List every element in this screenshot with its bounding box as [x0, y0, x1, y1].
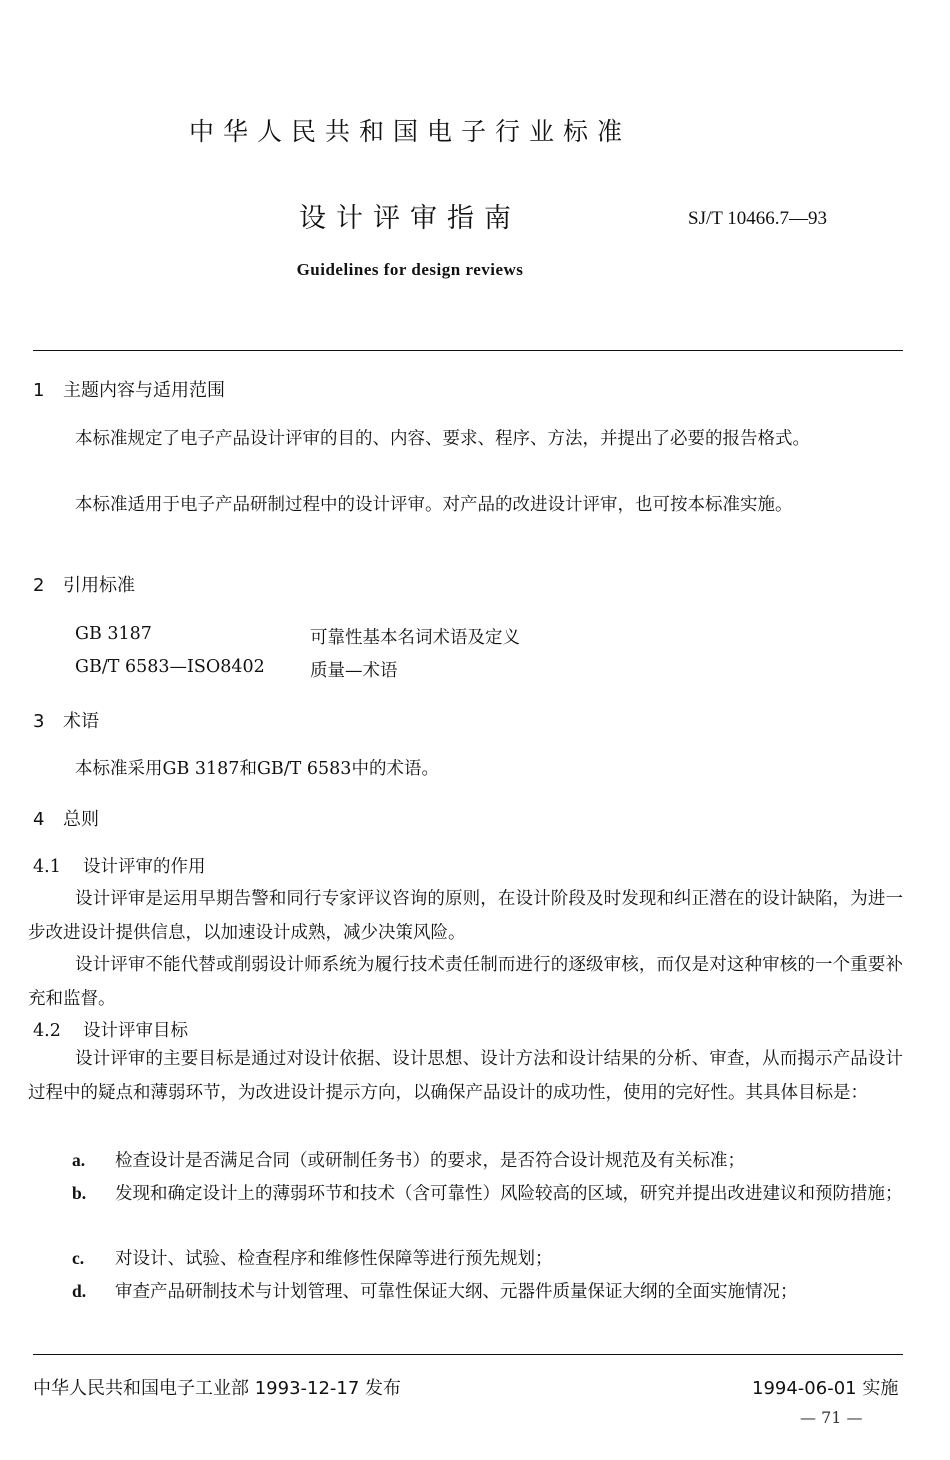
page-number: — 71 — — [800, 1408, 863, 1427]
section-title: 总则 — [63, 809, 99, 830]
document-title: 设计评审指南 — [299, 203, 521, 234]
list-item-label: b. — [72, 1183, 87, 1203]
paragraph: 设计评审不能代替或削弱设计师系统为履行技术责任制而进行的逐级审核，而仅是对这种审核的一个重要补充和监督。 — [28, 955, 903, 1009]
paragraph: 设计评审是运用早期告警和同行专家评议咨询的原则，在设计阶段及时发现和纠正潜在的设计缺陷，为进一步改进设计提供信息，以加速设计成熟，减少决策风险。 — [28, 889, 903, 943]
paragraph: 设计评审的主要目标是通过对设计依据、设计思想、设计方法和设计结果的分析、审查，从而揭示产品设计过程中的疑点和薄弱环节，为改进设计提示方向，以确保产品设计的成功性，使用的完好性。其具体目标是： — [28, 1049, 903, 1103]
subsection-title: 设计评审目标 — [83, 1021, 188, 1041]
paragraph: 本标准适用于电子产品研制过程中的设计评审。对产品的改进设计评审，也可按本标准实施。 — [75, 495, 793, 515]
section-number: 2 — [33, 575, 45, 596]
reference-code: GB/T 6583—ISO8402 — [75, 657, 265, 677]
section-number: 3 — [33, 711, 45, 732]
section-number: 1 — [33, 380, 45, 401]
section-title: 术语 — [63, 711, 99, 732]
top-divider — [33, 350, 903, 351]
subsection-number: 4.2 — [33, 1021, 61, 1041]
section-title: 主题内容与适用范围 — [63, 380, 225, 401]
publish-info: 中华人民共和国电子工业部 1993-12-17 发布 — [33, 1378, 402, 1399]
list-item-text: 对设计、试验、检查程序和维修性保障等进行预先规划； — [115, 1249, 553, 1269]
implement-date: 1994-06-01 实施 — [752, 1378, 899, 1399]
list-item-text: 审查产品研制技术与计划管理、可靠性保证大纲、元器件质量保证大纲的全面实施情况； — [115, 1282, 798, 1302]
list-item-label: d. — [72, 1281, 87, 1301]
section-heading — [33, 376, 225, 402]
section-heading — [33, 707, 99, 733]
standard-code: SJ/T 10466.7—93 — [688, 208, 828, 229]
reference-code: GB 3187 — [75, 624, 152, 644]
reference-title: 质量—术语 — [310, 661, 398, 681]
section-title: 引用标准 — [63, 575, 135, 596]
list-item-text: 发现和确定设计上的薄弱环节和技术（含可靠性）风险较高的区域，研究并提出改进建议和预防措施； — [115, 1184, 903, 1204]
list-item-label: c. — [72, 1248, 85, 1268]
list-item-text: 检查设计是否满足合同（或研制任务书）的要求，是否符合设计规范及有关标准； — [115, 1151, 745, 1171]
paragraph: 本标准规定了电子产品设计评审的目的、内容、要求、程序、方法，并提出了必要的报告格式。 — [75, 429, 810, 449]
section-heading — [33, 571, 135, 597]
english-subtitle: Guidelines for design reviews — [296, 260, 524, 279]
list-item — [28, 1143, 903, 1178]
list-item — [28, 1241, 903, 1276]
list-item-label: a. — [72, 1150, 86, 1170]
section-heading — [33, 805, 99, 831]
subsection-heading — [33, 853, 206, 878]
section-number: 4 — [33, 809, 45, 830]
subsection-heading — [33, 1017, 188, 1042]
bottom-divider — [33, 1354, 903, 1355]
list-item — [28, 1176, 903, 1211]
paragraph: 本标准采用GB 3187和GB/T 6583中的术语。 — [75, 759, 439, 779]
list-item — [28, 1274, 903, 1309]
subsection-number: 4.1 — [33, 857, 61, 877]
standard-category-header: 中华人民共和国电子行业标准 — [188, 117, 631, 146]
reference-title: 可靠性基本名词术语及定义 — [310, 628, 520, 648]
subsection-title: 设计评审的作用 — [83, 857, 206, 877]
